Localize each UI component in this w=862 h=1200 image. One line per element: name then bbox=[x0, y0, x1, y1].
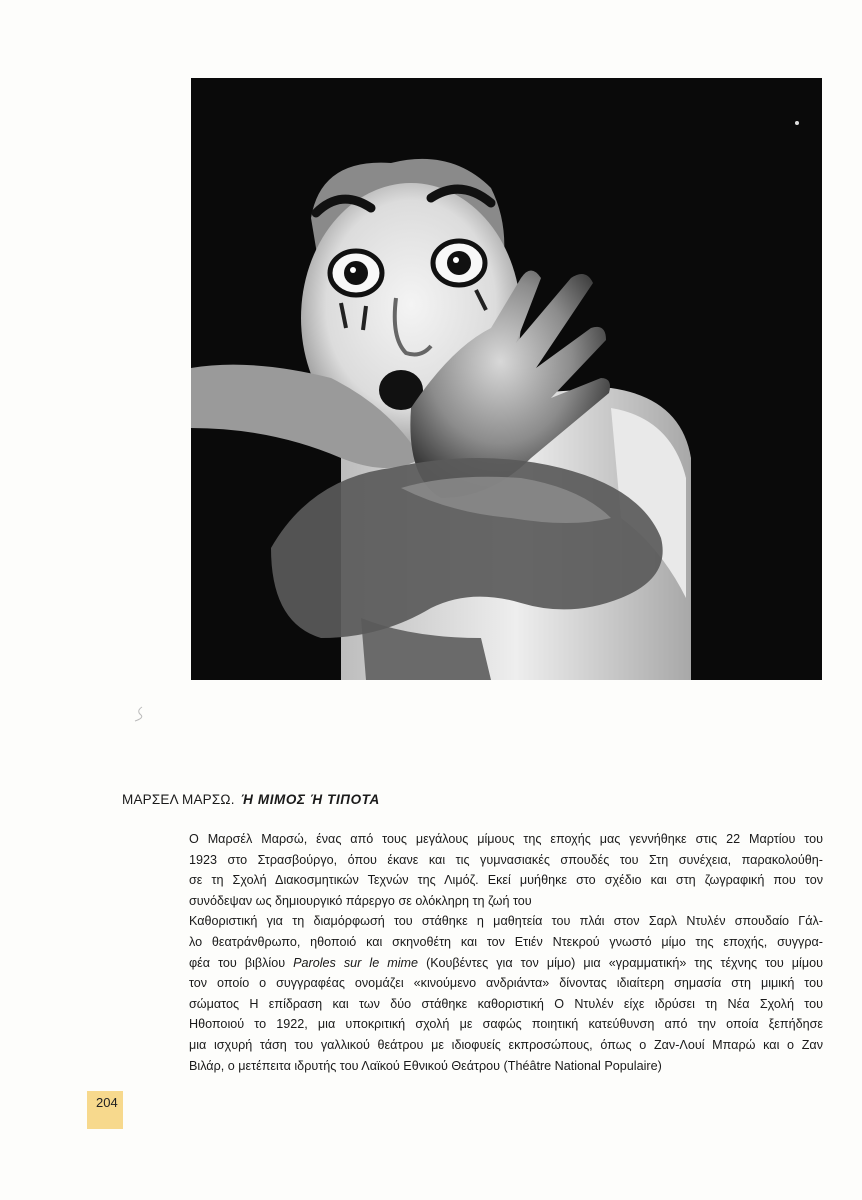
body-line: τον οποίο ο συγγραφέας ονομάζει «κινούμενο ανδριάντα» δίνοντας ιδιαίτερη σημασία στη μιμική του bbox=[189, 976, 823, 991]
heading-title: Ή ΜΙΜΟΣ Ή ΤΙΠΟΤΑ bbox=[240, 792, 380, 807]
article-heading bbox=[122, 792, 380, 807]
body-line: Ο Μαρσέλ Μαρσώ, ένας από τους μεγάλους μίμους της εποχής μας γεννήθηκε στις 22 Μαρτίου του bbox=[189, 832, 823, 846]
page-number-box bbox=[87, 1091, 123, 1129]
mime-photograph bbox=[191, 78, 822, 680]
body-line: λο θεατράνθρωπο, ηθοποιό και σκηνοθέτη και τον Ετιέν Ντεκρού γνωστό μίμο της εποχής, συγγρα- bbox=[189, 934, 823, 949]
mime-photo-illustration bbox=[191, 78, 822, 680]
body-line: μια ισχυρή τάση του γαλλικού θεάτρου με ιδιοφυείς εκπροσώπους, όπως ο Ζαν-Λουί Μπαρώ και ο Ζαν bbox=[189, 1037, 823, 1052]
body-line-text: φέα του βιβλίου bbox=[189, 955, 294, 970]
body-line: 1923 στο Στρασβούργο, όπου έκανε και τις γυμνασιακές σπουδές του Στη συνέχεια, παρακολούθη- bbox=[189, 852, 823, 867]
heading-author: ΜΑΡΣΕΛ ΜΑΡΣΩ. bbox=[122, 792, 235, 807]
body-line: συνόδεψαν ως δημιουργικό πάρεργο σε ολόκληρη τη ζωή του bbox=[189, 893, 532, 908]
page-number: 204 bbox=[96, 1095, 118, 1110]
body-line: Καθοριστική για τη διαμόρφωσή του στάθηκε η μαθητεία του πλάι στον Σαρλ Ντυλέν σπουδαίο Γάλ- bbox=[189, 914, 823, 929]
body-line: Ηθοποιού το 1922, μια υποκριτική σχολή με σαφώς ποιητική κατεύθυνση από την οποία ξεπήδησε bbox=[189, 1017, 823, 1032]
body-line-with-book-title bbox=[189, 953, 823, 974]
body-line: σώματος Η επίδραση και των δύο στάθηκε καθοριστική Ο Ντυλέν είχε ιδρύσει τη Νέα Σχολή του bbox=[189, 996, 823, 1011]
scan-artifact-mark bbox=[133, 706, 145, 722]
article-body bbox=[189, 829, 823, 1076]
body-line: σε τη Σχολή Διακοσμητικών Τεχνών της Λιμόζ. Εκεί μυήθηκε στο σχέδιο και στη ζωγραφική που τον bbox=[189, 873, 823, 888]
book-title: Paroles sur le mime bbox=[293, 955, 419, 970]
body-line-text: (Κουβέντες για τον μίμο) μια «γραμματική» της τέχνης του μίμου bbox=[418, 955, 824, 970]
body-line: Βιλάρ, ο μετέπειτα ιδρυτής του Λαϊκού Εθνικού Θεάτρου (Théâtre National Populaire) bbox=[189, 1058, 662, 1073]
